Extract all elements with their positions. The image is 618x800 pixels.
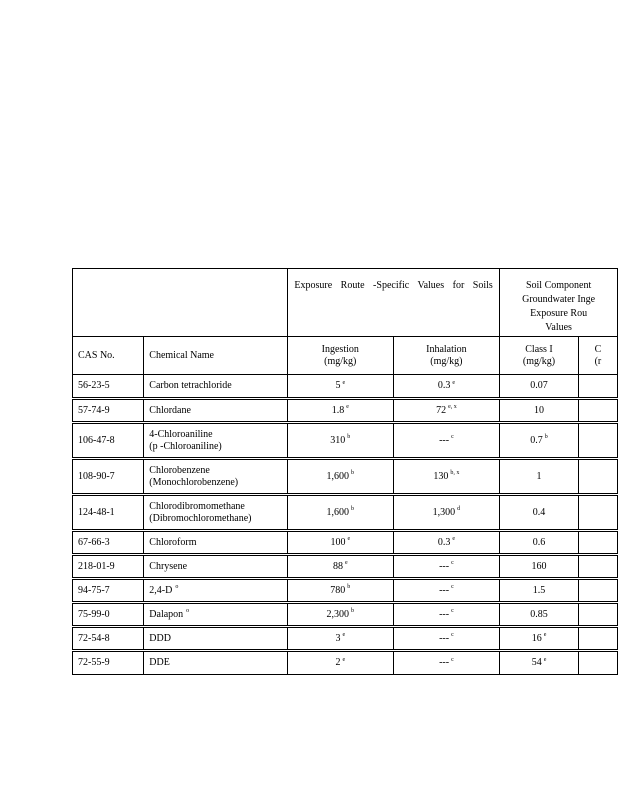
chemical-name-line: Chlordane xyxy=(149,404,191,416)
cas-number: 57-74-9 xyxy=(78,404,110,416)
chemical-name-cell xyxy=(144,651,288,675)
table-row xyxy=(73,423,618,459)
ingestion-value: 780 xyxy=(330,584,346,596)
footnote-marker: c xyxy=(451,608,454,615)
inhalation-value: 130 xyxy=(433,470,449,482)
inhalation-value-cell xyxy=(393,555,500,579)
inhalation-value: 0.3 xyxy=(437,536,451,548)
class-i-value: 54 xyxy=(531,657,542,668)
footnote-marker: e xyxy=(543,632,547,639)
chemical-name-line: Dalapon xyxy=(149,608,184,620)
inhalation-value-cell xyxy=(393,459,500,495)
class-i-value: 16 xyxy=(531,632,542,644)
col-header-cas xyxy=(73,337,144,375)
ingestion-value-cell xyxy=(287,495,393,531)
cas-number: 218-01-9 xyxy=(78,560,115,572)
ingestion-value-cell xyxy=(287,399,393,423)
soil-component-line-3: Exposure Rou xyxy=(530,308,588,319)
chemical-name-line: Carbon tetrachloride xyxy=(149,380,232,391)
inhalation-value: 0.3 xyxy=(437,380,451,391)
chemical-name-line: 4-Chloroaniline xyxy=(149,428,213,440)
cas-number-cell xyxy=(73,651,144,675)
table-row xyxy=(73,651,618,675)
cas-number-cell xyxy=(73,495,144,531)
class-ii-value-cell xyxy=(578,603,617,627)
chemical-name-line: Chloroform xyxy=(149,536,197,548)
footnote-marker: b xyxy=(351,506,355,513)
table-row xyxy=(73,399,618,423)
class-ii-value-cell xyxy=(578,495,617,531)
footnote-marker: c xyxy=(451,656,454,663)
col-header-chemical-name xyxy=(144,337,288,375)
class-i-value-cell xyxy=(500,555,579,579)
table-row xyxy=(73,495,618,531)
cas-number-cell xyxy=(73,375,144,399)
class-i-value-cell xyxy=(500,603,579,627)
cas-number-cell xyxy=(73,603,144,627)
footnote-marker: d xyxy=(457,506,461,513)
ingestion-value: 310 xyxy=(330,434,346,446)
inhalation-value-cell xyxy=(393,531,500,555)
inhalation-value: --- xyxy=(439,632,450,644)
exposure-route-group-header xyxy=(287,269,499,337)
soil-component-line-4: Values xyxy=(545,322,572,333)
table-row xyxy=(73,555,618,579)
footnote-marker: b xyxy=(347,584,351,591)
class-ii-value-cell xyxy=(578,375,617,399)
class-i-value: 160 xyxy=(531,560,547,572)
inhalation-value: --- xyxy=(439,584,450,596)
chemical-name-cell xyxy=(144,603,288,627)
chemical-name-cell xyxy=(144,375,288,399)
footnote-marker: e xyxy=(543,656,547,663)
col-header-inhalation-label: Inhalation xyxy=(426,343,467,355)
ingestion-value-cell xyxy=(287,579,393,603)
class-i-value-cell xyxy=(500,579,579,603)
inhalation-value-cell xyxy=(393,579,500,603)
chemical-name-line: Chlorodibromomethane xyxy=(149,500,245,512)
class-i-value: 0.4 xyxy=(532,506,546,518)
chemical-name-line: DDD xyxy=(149,632,171,644)
inhalation-value-cell xyxy=(393,375,500,399)
footnote-marker: e xyxy=(346,404,349,411)
class-i-value-cell xyxy=(500,459,579,495)
chemical-name-line: 2,4-D xyxy=(149,584,173,596)
chemical-name-cell xyxy=(144,579,288,603)
cas-number-cell xyxy=(73,459,144,495)
footnote-marker: c xyxy=(451,560,454,567)
table-row xyxy=(73,375,618,399)
class-i-value-cell xyxy=(500,627,579,651)
inhalation-value-cell xyxy=(393,423,500,459)
footnote-marker: c xyxy=(451,434,454,441)
cas-number: 124-48-1 xyxy=(78,506,115,518)
footnote-marker: b, x xyxy=(450,470,460,477)
col-header-cas-label: CAS No. xyxy=(78,349,115,361)
chemical-name-cell xyxy=(144,555,288,579)
inhalation-value: --- xyxy=(439,657,450,668)
inhalation-value: 1,300 xyxy=(432,506,456,518)
ingestion-value: 3 xyxy=(335,632,341,644)
table-row xyxy=(73,603,618,627)
ingestion-value: 1,600 xyxy=(326,506,350,518)
cas-number: 72-55-9 xyxy=(78,657,110,668)
chemical-name-cell xyxy=(144,627,288,651)
class-i-value-cell xyxy=(500,423,579,459)
col-header-inhalation xyxy=(393,337,500,375)
footnote-marker: b xyxy=(347,434,351,441)
class-i-value: 1.5 xyxy=(532,584,546,596)
inhalation-value: 72 xyxy=(436,404,447,416)
class-i-value: 10 xyxy=(534,404,545,416)
col-header-ingestion xyxy=(287,337,393,375)
soil-component-group-header xyxy=(500,269,618,337)
class-ii-value-cell xyxy=(578,627,617,651)
footnote-marker: e xyxy=(342,379,346,386)
col-header-ingestion-unit: (mg/kg) xyxy=(324,355,357,367)
class-ii-value-cell xyxy=(578,399,617,423)
class-ii-value-cell xyxy=(578,555,617,579)
ingestion-value-cell xyxy=(287,651,393,675)
inhalation-value-cell xyxy=(393,495,500,531)
ingestion-value-cell xyxy=(287,627,393,651)
ingestion-value: 2,300 xyxy=(326,608,350,620)
footnote-marker: e xyxy=(342,632,346,639)
class-i-value: 0.7 xyxy=(530,434,543,446)
chemical-name-cell xyxy=(144,423,288,459)
chemical-name-line: Chrysene xyxy=(149,560,188,572)
table-row xyxy=(73,627,618,651)
chemical-name-cell xyxy=(144,495,288,531)
table-row xyxy=(73,579,618,603)
col-header-chemical-name-label: Chemical Name xyxy=(149,349,214,361)
col-header-class-i-label: Class I xyxy=(525,343,553,355)
cas-number-cell xyxy=(73,627,144,651)
chemical-name-cell xyxy=(144,399,288,423)
footnote-marker: b xyxy=(351,608,355,615)
inhalation-value: --- xyxy=(439,434,450,446)
footnote-marker: e xyxy=(452,379,455,386)
footnote-marker: e, x xyxy=(448,404,457,411)
ingestion-value: 1,600 xyxy=(326,470,350,482)
class-i-value: 0.85 xyxy=(530,608,548,620)
class-i-value: 1 xyxy=(536,470,542,482)
footnote-marker: b xyxy=(544,434,548,441)
class-i-value-cell xyxy=(500,495,579,531)
ingestion-value-cell xyxy=(287,531,393,555)
class-i-value-cell xyxy=(500,399,579,423)
table-row xyxy=(73,459,618,495)
footnote-marker: e xyxy=(347,536,351,543)
col-header-ingestion-label: Ingestion xyxy=(321,343,359,355)
chemical-name-line: (Monochlorobenzene) xyxy=(149,476,239,488)
chemical-name-line: Chlorobenzene xyxy=(149,464,210,476)
ingestion-value: 88 xyxy=(332,560,343,572)
footnote-marker: e xyxy=(344,560,348,567)
col-header-class-ii-partial xyxy=(578,337,617,375)
cas-number: 75-99-0 xyxy=(78,608,110,620)
chemical-name-line: DDE xyxy=(149,657,170,668)
chemical-name-cell xyxy=(144,459,288,495)
col-header-class-ii-unit: (r xyxy=(594,355,602,367)
cas-number-cell xyxy=(73,555,144,579)
cas-number: 72-54-8 xyxy=(78,632,110,644)
ingestion-value: 5 xyxy=(335,380,341,391)
cas-number: 67-66-3 xyxy=(78,536,110,548)
class-i-value: 0.07 xyxy=(530,380,548,391)
ingestion-value-cell xyxy=(287,555,393,579)
class-ii-value-cell xyxy=(578,579,617,603)
inhalation-value-cell xyxy=(393,627,500,651)
cas-number-cell xyxy=(73,579,144,603)
col-header-inhalation-unit: (mg/kg) xyxy=(430,355,463,367)
class-ii-value-cell xyxy=(578,531,617,555)
class-ii-value-cell xyxy=(578,423,617,459)
cas-number: 94-75-7 xyxy=(78,584,110,596)
ingestion-value-cell xyxy=(287,603,393,627)
ingestion-value: 100 xyxy=(330,536,346,548)
class-i-value-cell xyxy=(500,651,579,675)
ingestion-value-cell xyxy=(287,459,393,495)
ingestion-value-cell xyxy=(287,423,393,459)
cas-number: 108-90-7 xyxy=(78,470,115,482)
col-header-class-i xyxy=(500,337,579,375)
ingestion-value-cell xyxy=(287,375,393,399)
soil-component-line-2: Groundwater Inge xyxy=(522,294,596,305)
class-i-value-cell xyxy=(500,375,579,399)
cas-number-cell xyxy=(73,423,144,459)
cas-number-cell xyxy=(73,399,144,423)
chemical-name-line: (Dibromochloromethane) xyxy=(149,512,252,524)
inhalation-value: --- xyxy=(439,560,450,572)
footnote-marker: e xyxy=(342,656,346,663)
class-ii-value-cell xyxy=(578,459,617,495)
soil-component-line-1: Soil Component xyxy=(525,280,592,291)
footnote-marker: e xyxy=(452,536,455,543)
ingestion-value: 2 xyxy=(335,657,341,668)
inhalation-value-cell xyxy=(393,399,500,423)
cas-number-cell xyxy=(73,531,144,555)
footnote-marker: c xyxy=(451,632,454,639)
inhalation-value-cell xyxy=(393,603,500,627)
footnote-marker: c xyxy=(451,584,454,591)
col-header-class-ii-label: C xyxy=(594,343,602,355)
inhalation-value-cell xyxy=(393,651,500,675)
class-i-value-cell xyxy=(500,531,579,555)
cas-number: 106-47-8 xyxy=(78,434,115,446)
inhalation-value: --- xyxy=(439,608,450,620)
cas-number: 56-23-5 xyxy=(78,380,110,391)
soil-values-table xyxy=(72,268,618,675)
footnote-marker: o xyxy=(186,608,190,615)
class-i-value: 0.6 xyxy=(532,536,546,548)
footnote-marker: o xyxy=(175,584,179,591)
ingestion-value: 1.8 xyxy=(331,404,345,416)
header-blank xyxy=(73,269,288,337)
col-header-class-i-unit: (mg/kg) xyxy=(522,355,556,367)
exposure-route-group-label: Exposure Route -Specific Values for Soils xyxy=(294,280,493,291)
table-row xyxy=(73,531,618,555)
footnote-marker: b xyxy=(351,470,355,477)
class-ii-value-cell xyxy=(578,651,617,675)
chemical-name-line: (p -Chloroaniline) xyxy=(149,440,222,452)
chemical-name-cell xyxy=(144,531,288,555)
